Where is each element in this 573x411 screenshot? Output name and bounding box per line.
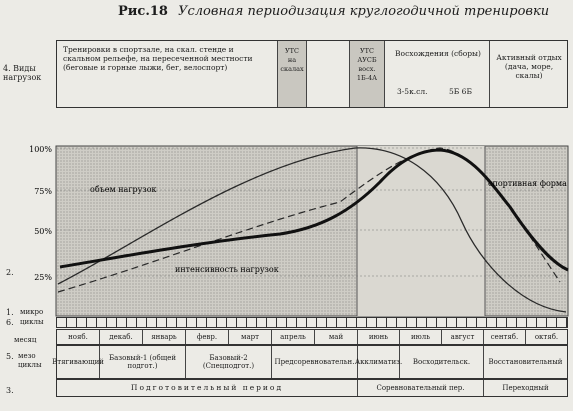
load-uts-ausb-cell <box>349 41 385 107</box>
figure-caption: Условная периодизация круглогодичной тренировки <box>178 4 550 19</box>
month-cell: июнь <box>358 330 400 344</box>
load-ascents-grade2: 5Б 6Б <box>449 87 472 96</box>
load-ascents-title: Восхождения (сборы) <box>395 49 481 58</box>
load-uts-ausb: УТС АУСБ восх. 1Б-4А <box>356 47 378 82</box>
y-tick-25: 25% <box>34 273 52 282</box>
mesocycle-cell: Втягивающий <box>57 346 100 378</box>
row-label-cycles: циклы <box>20 318 44 326</box>
row-label-2: 2. <box>6 268 14 277</box>
figure-number: Рис.18 <box>118 4 168 19</box>
row-label-1: 1. <box>6 308 14 317</box>
row-label-6: 6. <box>6 318 14 327</box>
chart-area <box>56 146 568 316</box>
row-label-loads: 4. Виды нагрузок <box>3 64 42 82</box>
label-form: спортивная форма <box>488 179 567 188</box>
mesocycle-cell: Предсоревновательн. <box>272 346 358 378</box>
month-cell: январь <box>143 330 186 344</box>
row-label-5: 5. <box>6 352 14 361</box>
month-cell: апрель <box>272 330 315 344</box>
month-cell: сентяб. <box>484 330 526 344</box>
divider <box>489 41 490 107</box>
month-cell: нояб. <box>57 330 100 344</box>
mesocycle-cell: Восходительск. <box>400 346 484 378</box>
row-label-meso: мезо циклы <box>18 352 42 369</box>
month-cell: март <box>229 330 272 344</box>
months-row <box>56 329 568 345</box>
y-tick-100: 100% <box>29 145 52 154</box>
mesocycle-cell: Восстановительный <box>488 358 563 366</box>
load-rest: Активный отдых (дача, море, скалы) <box>496 53 562 80</box>
label-intensity: интенсивность нагрузок <box>175 265 279 274</box>
load-ascents-grade1: 3-5к.сл. <box>397 87 428 96</box>
period-transition: Переходный <box>502 384 549 392</box>
period-preparatory: Подготовительный период <box>57 380 358 396</box>
y-tick-75: 75% <box>34 187 52 196</box>
period-competition: Соревновательный пер. <box>358 380 484 396</box>
month-cell: май <box>315 330 358 344</box>
mesocycles-row <box>52 345 568 379</box>
load-uts-rocks-cell <box>277 41 307 107</box>
microcycle-row <box>56 317 568 328</box>
figure-title <box>118 4 549 19</box>
periodization-chart <box>0 112 573 317</box>
y-tick-50: 50% <box>34 227 52 236</box>
row-label-months: месяц <box>14 336 37 344</box>
row-label-3: 3. <box>6 386 14 395</box>
month-cell: декаб. <box>100 330 143 344</box>
load-gym: Тренировки в спортзале, на скал. стенде и скальном рельефе, на пересеченной местности (беговые и горные лыжи, бег, велоспорт) <box>63 45 253 72</box>
load-uts-rocks: УТС на скалах <box>280 47 304 73</box>
month-cell: февр. <box>186 330 229 344</box>
month-cell: октяб. <box>534 333 559 341</box>
mesocycle-cell: Базовый-1 (общей подгот.) <box>100 346 186 378</box>
loads-table <box>56 40 568 108</box>
label-volume: объем нагрузок <box>90 185 157 194</box>
row-label-micro: микро <box>20 308 44 316</box>
month-cell: июль <box>400 330 442 344</box>
periods-row <box>56 379 568 397</box>
month-cell: август <box>442 330 484 344</box>
mesocycle-cell: Акклиматиз. <box>358 346 400 378</box>
mesocycle-cell: Базовый-2 (Спецподгот.) <box>186 346 272 378</box>
